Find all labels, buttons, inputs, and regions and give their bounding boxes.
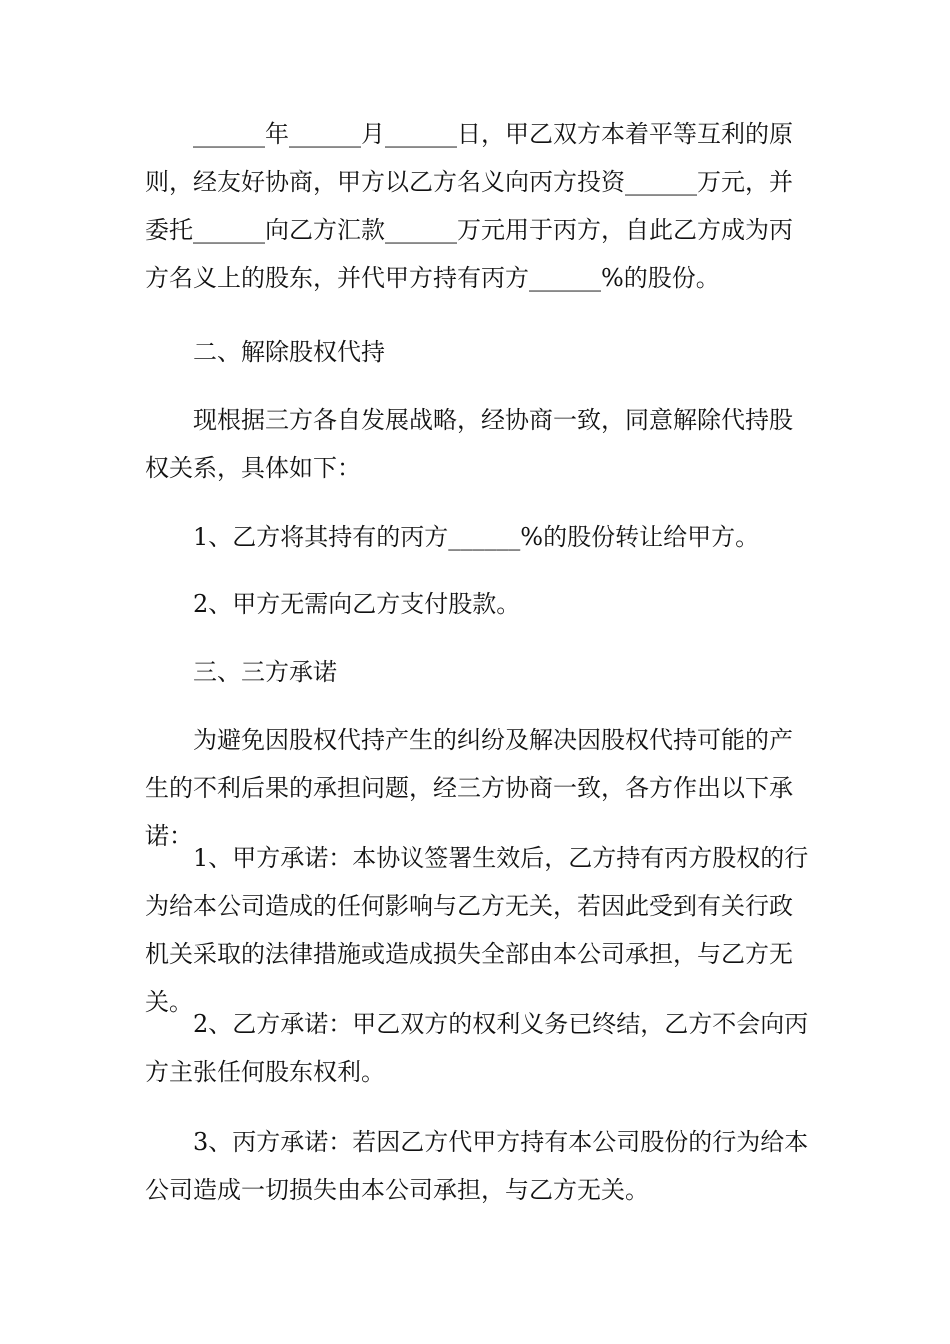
- section-heading-3: 三、三方承诺: [193, 658, 337, 686]
- paragraph-investment-background: ______年______月______日，甲乙双方本着平等互利的原则，经友好协商，甲方以乙方名义向丙方投资______万元，并委托______向乙方汇款______万元用于丙方，自此乙方成为丙方名义上的股东，并代甲方持有丙方______%的股份。: [145, 120, 793, 292]
- commitment-party-a: 1、甲方承诺：本协议签署生效后，乙方持有丙方股权的行为给本公司造成的任何影响与乙方无关，若因此受到有关行政机关采取的法律措施或造成损失全部由本公司承担，与乙方无关。: [145, 844, 809, 1016]
- list-item-transfer: 1、乙方将其持有的丙方______%的股份转让给甲方。: [193, 523, 760, 551]
- list-item-no-payment: 2、甲方无需向乙方支付股款。: [193, 590, 521, 618]
- section-heading-2: 二、解除股权代持: [193, 338, 385, 366]
- commitment-party-c: 3、丙方承诺：若因乙方代甲方持有本公司股份的行为给本公司造成一切损失由本公司承担，与乙方无关。: [145, 1128, 809, 1204]
- paragraph-termination-intro: 现根据三方各自发展战略，经协商一致，同意解除代持股权关系，具体如下：: [145, 406, 793, 482]
- commitment-party-b: 2、乙方承诺：甲乙双方的权利义务已终结，乙方不会向丙方主张任何股东权利。: [145, 1010, 809, 1086]
- paragraph-commitment-intro: 为避免因股权代持产生的纠纷及解决因股权代持可能的产生的不利后果的承担问题，经三方协商一致，各方作出以下承诺：: [145, 726, 793, 850]
